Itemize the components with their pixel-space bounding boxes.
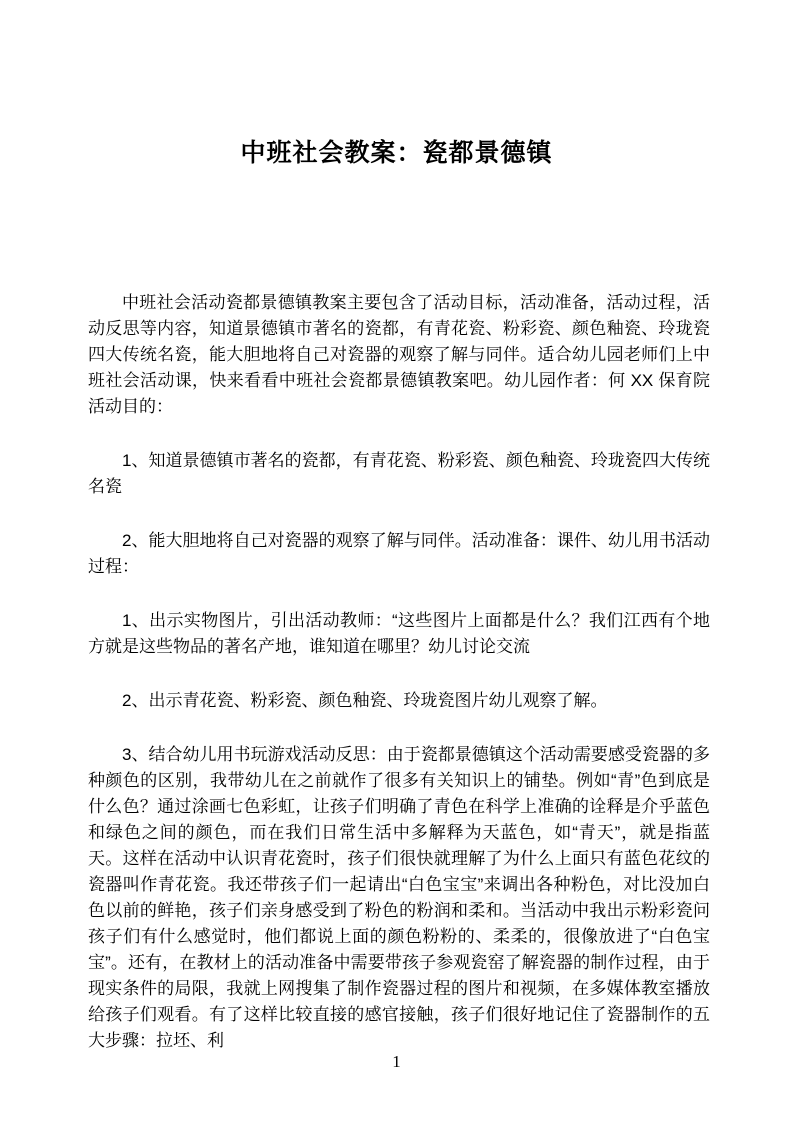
- paragraph-reflection: 3、结合幼儿用书玩游戏活动反思：由于瓷都景德镇这个活动需要感受瓷器的多种颜色的区别，我带幼儿在之前就作了很多有关知识上的铺垫。例如“青”色到底是什么色？通过涂画七色彩虹，让孩子们明确了青色在科学上准确的诠释是介乎蓝色和绿色之间的颜色，而在我们日常生活中多解释为天蓝色，如“青天”，就是指蓝天。这样在活动中认识青花瓷时，孩子们很快就理解了为什么上面只有蓝色花纹的瓷器叫作青花瓷。我还带孩子们一起请出“白色宝宝”来调出各种粉色，对比没加白色以前的鲜艳，孩子们亲身感受到了粉色的粉润和柔和。当活动中我出示粉彩瓷问孩子们有什么感觉时，他们都说上面的颜色粉粉的、柔柔的，很像放进了“白色宝宝”。还有，在教材上的活动准备中需要带孩子参观瓷窑了解瓷器的制作过程，由于现实条件的局限，我就上网搜集了制作瓷器过程的图片和视频，在多媒体教室播放给孩子们观看。有了这样比较直接的感官接触，孩子们很好地记住了瓷器制作的五大步骤：拉坯、利: [88, 745, 710, 1050]
- paragraph-process-1: 1、出示实物图片，引出活动教师：“这些图片上面都是什么？我们江西有个地方就是这些物品的著名产地，谁知道在哪里？幼儿讨论交流: [88, 611, 710, 656]
- document-title: 中班社会教案：瓷都景德镇: [240, 139, 553, 167]
- document-body: [88, 290, 710, 1082]
- paragraph-goal-1: 1、知道景德镇市著名的瓷都，有青花瓷、粉彩瓷、颜色釉瓷、玲珑瓷四大传统名瓷: [88, 451, 710, 496]
- paragraph-intro: 中班社会活动瓷都景德镇教案主要包含了活动目标，活动准备，活动过程，活动反思等内容，知道景德镇市著名的瓷都，有青花瓷、粉彩瓷、颜色釉瓷、玲珑瓷四大传统名瓷，能大胆地将自己对瓷器的观察了解与同伴。适合幼儿园老师们上中班社会活动课，快来看看中班社会瓷都景德镇教案吧。幼儿园作者：何 XX 保育院活动目的：: [88, 293, 710, 416]
- page-number: 1: [392, 1052, 401, 1071]
- paragraph-process-2: 2、出示青花瓷、粉彩瓷、颜色釉瓷、玲珑瓷图片幼儿观察了解。: [122, 691, 608, 710]
- paragraph-goal-2: 2、能大胆地将自己对瓷器的观察了解与同伴。活动准备：课件、幼儿用书活动过程：: [88, 531, 710, 576]
